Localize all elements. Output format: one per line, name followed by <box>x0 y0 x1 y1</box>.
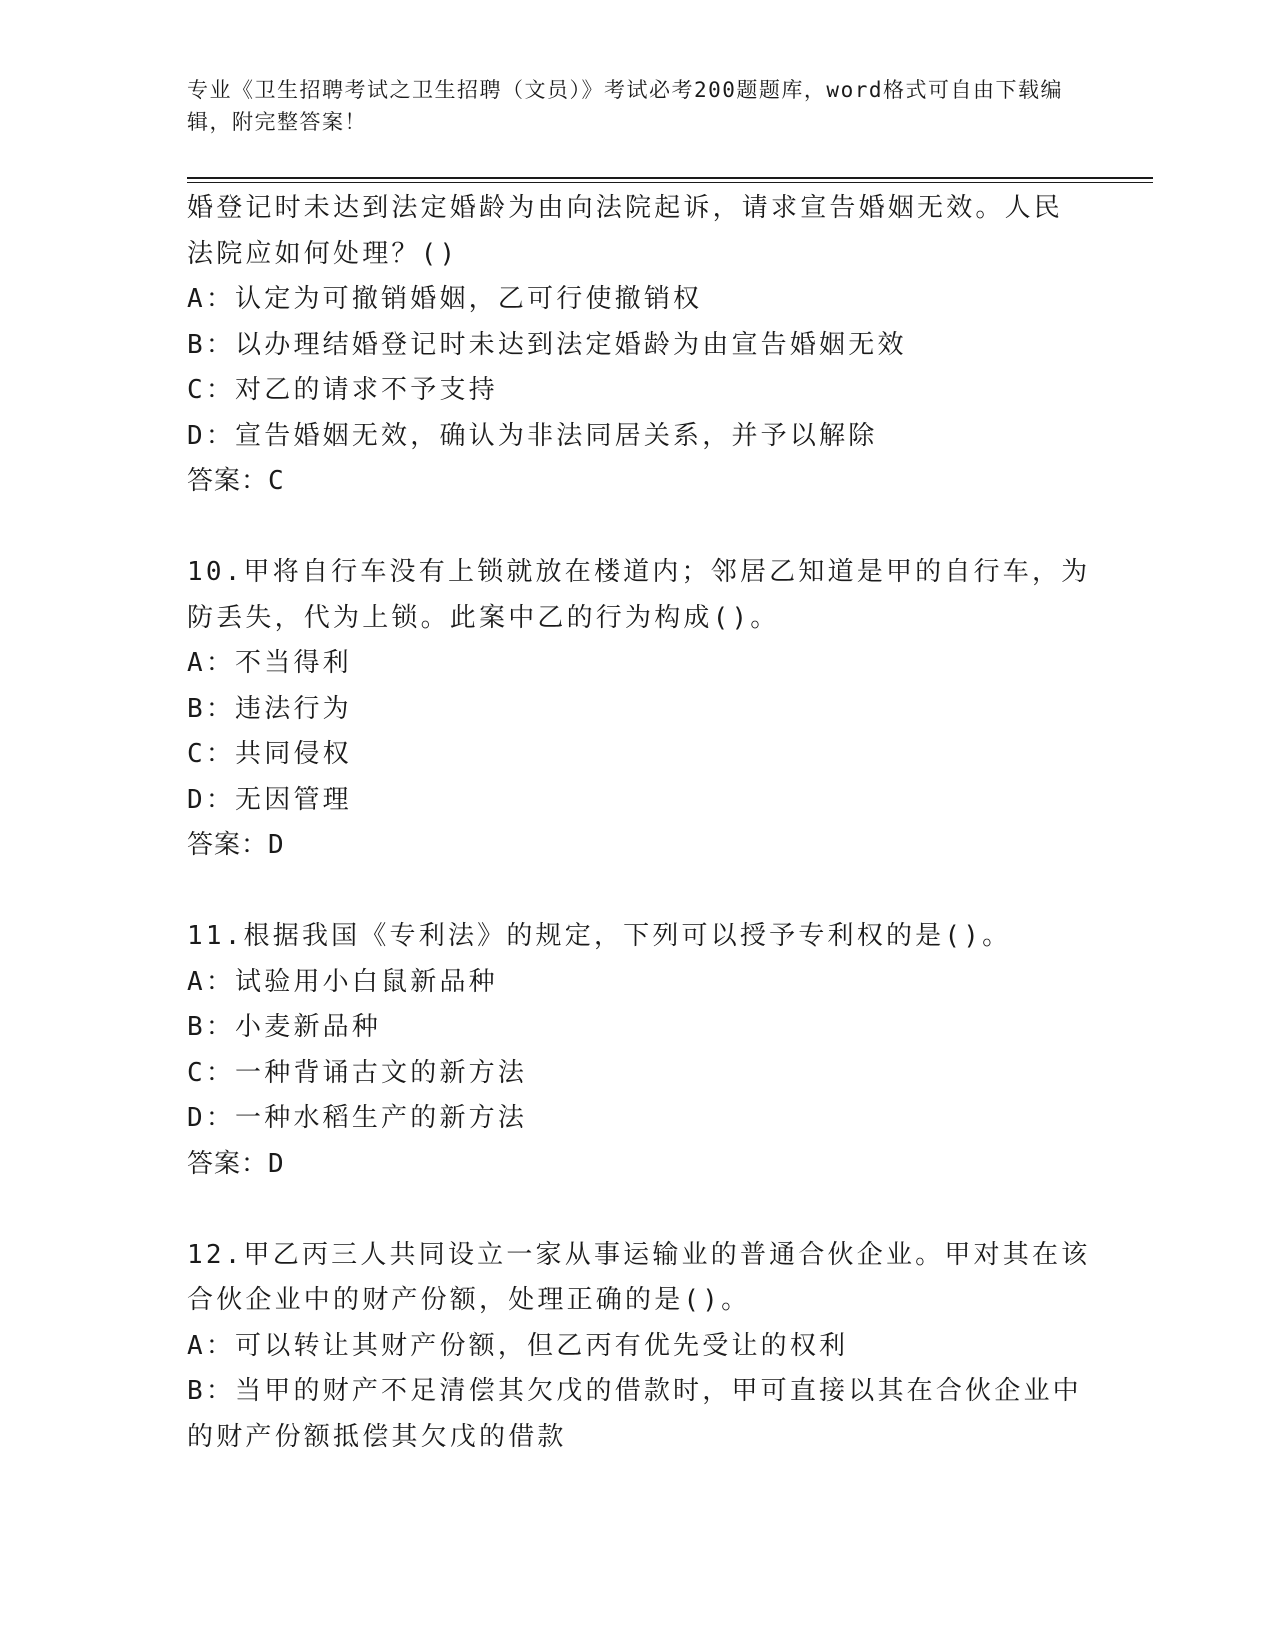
header-divider-thick <box>187 177 1153 179</box>
option-a: A：认定为可撤销婚姻，乙可行使撤销权 <box>187 284 703 314</box>
option-a: A：可以转让其财产份额，但乙丙有优先受让的权利 <box>187 1330 849 1361</box>
question-list <box>187 186 1091 1460</box>
question-stem: 11.根据我国《专利法》的规定，下列可以授予专利权的是()。 <box>187 921 1012 951</box>
option-b-continued: 的财产份额抵偿其欠戊的借款 <box>187 1421 567 1452</box>
option-d: D：无因管理 <box>187 784 352 815</box>
question-stem: 12.甲乙丙三人共同设立一家从事运输业的普通合伙企业。甲对其在该 <box>187 1239 1091 1270</box>
question-10 <box>187 550 1091 869</box>
question-stem: 法院应如何处理？() <box>187 238 459 269</box>
spacer <box>187 505 1087 551</box>
question-stem: 婚登记时未达到法定婚龄为由向法院起诉，请求宣告婚姻无效。人民 <box>187 193 1064 223</box>
option-b: B：小麦新品种 <box>187 1012 382 1042</box>
option-d: D：宣告婚姻无效，确认为非法同居关系，并予以解除 <box>187 420 878 451</box>
document-header: 专业《卫生招聘考试之卫生招聘（文员）》考试必考200题题库，word格式可自由下载编辑，附完整答案！ <box>187 78 1063 134</box>
option-c: C：共同侵权 <box>187 739 352 769</box>
question-stem: 合伙企业中的财产份额，处理正确的是()。 <box>187 1285 751 1315</box>
option-b: B：当甲的财产不足清偿其欠戊的借款时，甲可直接以其在合伙企业中 <box>187 1376 1082 1406</box>
question-stem: 10.甲将自行车没有上锁就放在楼道内；邻居乙知道是甲的自行车，为 <box>187 557 1091 587</box>
question-11 <box>187 914 1087 1187</box>
option-b: B：以办理结婚登记时未达到法定婚龄为由宣告婚姻无效 <box>187 329 907 360</box>
option-d: D：一种水稻生产的新方法 <box>187 1103 528 1133</box>
option-a: A：试验用小白鼠新品种 <box>187 966 498 997</box>
option-b: B：违法行为 <box>187 693 352 724</box>
spacer <box>187 1187 1087 1233</box>
option-c: C：对乙的请求不予支持 <box>187 375 498 405</box>
answer: 答案：D <box>187 1148 285 1179</box>
spacer <box>187 869 1087 915</box>
question-12 <box>187 1233 1091 1461</box>
answer: 答案：C <box>187 466 285 496</box>
question-9 <box>187 186 1087 505</box>
option-a: A：不当得利 <box>187 648 352 678</box>
answer: 答案：D <box>187 830 285 860</box>
question-stem: 防丢失，代为上锁。此案中乙的行为构成()。 <box>187 602 780 633</box>
header-divider-thin <box>187 182 1153 183</box>
option-c: C：一种背诵古文的新方法 <box>187 1057 528 1088</box>
